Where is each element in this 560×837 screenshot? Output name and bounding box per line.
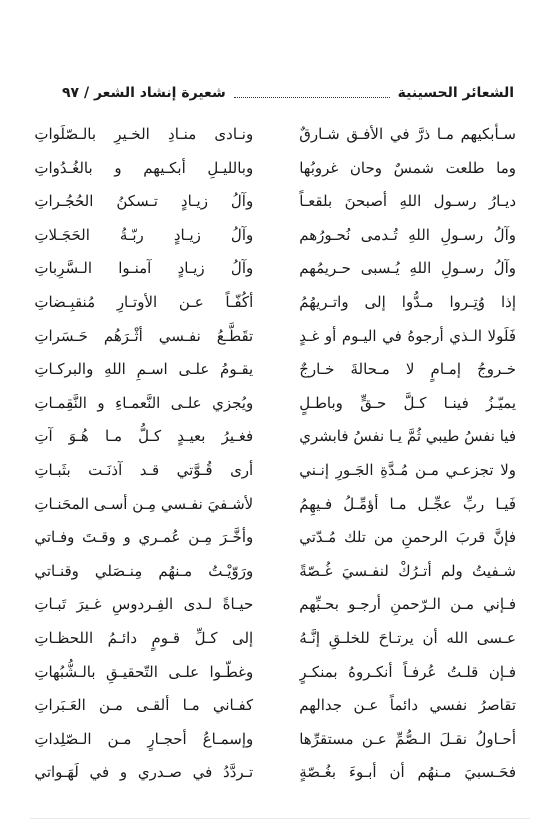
verse-first-hemistich: وآلُ رسـولِ اللهِ يُـسبى حـريمُهم [299, 259, 516, 278]
verse-first-hemistich: أحـاولُ نقـلَ الـصُّمِّ عـن مستقرِّها [299, 729, 516, 748]
verse-second-hemistich: وآلُ زيـادٍ آمنـوا الـسَّرِباتِ [34, 259, 254, 278]
verse-second-hemistich: حيـاةً لـدى الفِـردوسِ غـيرَ تَبـاتِ [34, 595, 254, 614]
verse-second-hemistich: وإسمـاعُ أحجـارٍ مـن الـصّلِداتِ [34, 729, 254, 748]
right-column [299, 118, 516, 790]
verse-second-hemistich: ورَوّيْـتُ مـنهُم مِنـصَلي وقنـاتي [34, 561, 254, 580]
verse-first-hemistich: عـسى الله أن يرتـاحَ للخلـقِ إنَّـهُ [299, 628, 516, 647]
verse-second-hemistich: ويُجزي علـى النَّعمـاءِ و النَّقِمـاتِ [34, 393, 254, 412]
verse-first-hemistich: تقاصرُ نفسي دائماً عـن جدالهم [299, 696, 516, 715]
poem-body [34, 118, 516, 790]
verse-second-hemistich: وأخَّـرَ مِـن عُمـري و وقـتَ وفـاتي [34, 528, 254, 547]
verse-first-hemistich: ديـارُ رسـول اللهِ أصبحنَ بلقعـاً [299, 192, 516, 211]
verse-second-hemistich: وآلُ زيـادٍ تـسكنُ الحُجُـراتِ [34, 192, 254, 211]
verse-first-hemistich: خـروجُ إمـامٍ لا مـحالةَ خـارجٌ [299, 360, 516, 379]
verse-second-hemistich: تقَطَّـعُ نفـسي أثْـرَهُم حَـسَراتِ [34, 326, 254, 345]
verse-second-hemistich: وبالليـلِ أبكـيهم و بالغُـدُواتِ [34, 158, 254, 177]
book-title: الشعائر الحسينية [397, 85, 514, 101]
verse-first-hemistich: وما طلعت شمسٌ وحان غروبُها [299, 158, 516, 177]
verse-first-hemistich: سـأبكيهم مـا ذرَّ في الأفـق شـارقٌ [299, 125, 516, 143]
verse-second-hemistich: يقـومُ علـى اسـمِ اللهِ والبركـاتِ [34, 360, 254, 379]
verse-first-hemistich: فيا نفسُ طيبي ثُمَّ يـا نفسُ فابشري [299, 427, 516, 446]
verse-second-hemistich: أرى قُـوَّتي قـد آذنَـت بثَبـاتِ [34, 460, 254, 479]
verse-second-hemistich: وآلُ زيـادٍ ربّـةُ الحَجَـلاتِ [34, 225, 254, 244]
running-header [62, 78, 514, 102]
verse-second-hemistich: تـردَّدُ في صـدري و في لَهَـواتي [34, 763, 254, 782]
verse-first-hemistich: يميّـزُ فينـا كـلَّ حـقٍّ وباطـلٍ [299, 393, 516, 412]
verse-second-hemistich: أكُفّـاً عـن الأوتـارِ مُنقبِـضاتِ [34, 292, 254, 311]
verse-first-hemistich: فـإني مـن الـرّحمنِ أرجـو بحـبِّهم [299, 595, 516, 614]
verse-first-hemistich: فإنَّ قربَ الرحمنِ من تلك مُـدّتي [299, 528, 516, 547]
verse-first-hemistich: فـإن قلـتُ عُرفـاً أنكـروهُ بمنكـرٍ [299, 662, 516, 681]
verse-first-hemistich: وآلُ رسـولِ اللهِ تُـدمى نُحـورُهم [299, 225, 516, 244]
verse-first-hemistich: فَلَولا الـذي أرجوهُ في اليـوم أو غـدٍ [299, 326, 516, 345]
chapter-and-page-number: شعيرة إنشاد الشعر / ٩٧ [62, 85, 226, 101]
page-bottom-edge [30, 818, 530, 819]
verse-second-hemistich: إلى كـلِّ قـومٍ دائـمُ اللحظـاتِ [34, 628, 254, 647]
verse-second-hemistich: فغـيرُ بعيـدٍ كـلُّ مـا هُـوَ آتِ [34, 427, 254, 446]
verse-second-hemistich: وغطّـوا علـى التّحقيـقِ بالـشُّبُهاتِ [34, 662, 254, 681]
verse-first-hemistich: فحَـسبيَ مـنهُم أن أبـوءَ بغُـصّةٍ [299, 763, 516, 782]
verse-first-hemistich: إذا وُتِـروا مـدُّوا إلى واتـريهُمُ [299, 292, 516, 311]
verse-first-hemistich: شـفيتُ ولم أتـرُكْ لنفـسيَ غُـصّةً [299, 561, 516, 580]
header-dotted-rule [234, 96, 390, 98]
verse-first-hemistich: ولا تجزعـي مـن مُـدَّةِ الجَـورِ إنـني [299, 460, 516, 479]
left-column [34, 118, 253, 790]
verse-first-hemistich: فَيـا ربِّ عجِّـل مـا أؤمِّـلُ فـيهِمُ [299, 494, 516, 513]
verse-second-hemistich: لأشـفيَ نفـسي مِـن أسـى المحَنـاتِ [34, 494, 254, 513]
verse-second-hemistich: ونـادى منـادِ الخـيرِ بالـصّلَواتِ [34, 125, 254, 143]
verse-second-hemistich: كفـاني مـا ألقـى مـن العَـبَراتِ [34, 696, 254, 715]
